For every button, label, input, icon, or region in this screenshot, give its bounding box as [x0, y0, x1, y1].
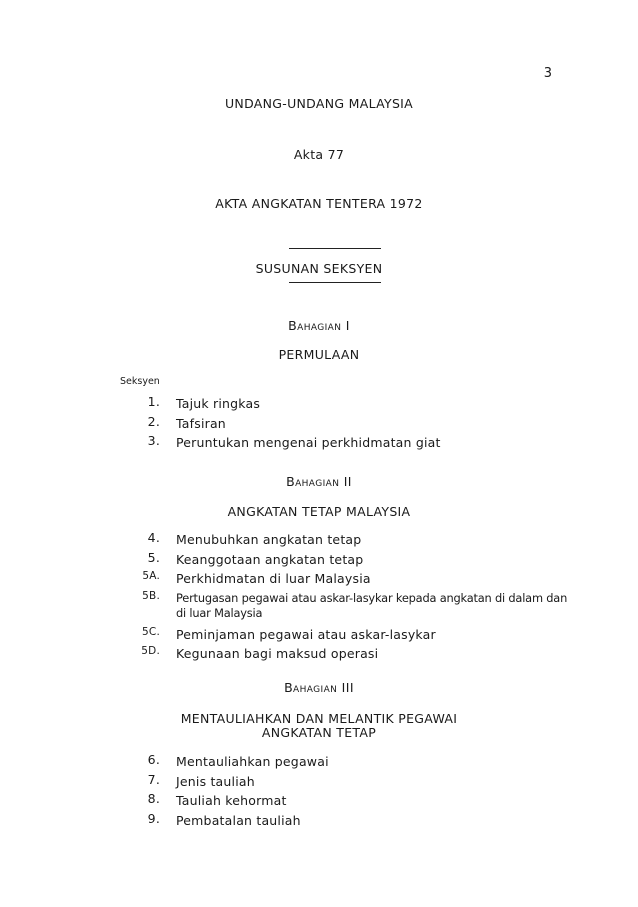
- section-number: 6.: [147, 752, 160, 767]
- list-item: [0, 791, 638, 811]
- list-item: [0, 625, 638, 645]
- list-item: [0, 530, 638, 550]
- section-title: Pertugasan pegawai atau askar-lasykar kepada angkatan di dalam dan di luar Malaysia: [176, 590, 568, 620]
- list-item: [0, 433, 638, 453]
- part-3-title-line-1: MENTAULIAHKAN DAN MELANTIK PEGAWAI: [180, 711, 458, 726]
- section-number: 5D.: [141, 645, 160, 657]
- act-number: Akta 77: [293, 147, 345, 162]
- section-number: 5C.: [142, 625, 160, 638]
- arrangement-heading: SUSUNAN SEKSYEN: [255, 261, 383, 276]
- section-title: Peminjaman pegawai atau askar-lasykar: [176, 626, 436, 642]
- part-3-title-line-2: ANGKATAN TETAP: [261, 725, 377, 740]
- part-1-title: PERMULAAN: [278, 347, 360, 362]
- part-1-section-list: [0, 394, 638, 453]
- section-number: 9.: [147, 810, 160, 826]
- section-title: Pembatalan tauliah: [176, 812, 301, 828]
- section-number: 7.: [147, 771, 160, 787]
- bottom-rule: [289, 282, 381, 283]
- page-number: 3: [543, 66, 552, 81]
- law-title: UNDANG-UNDANG MALAYSIA: [224, 96, 414, 111]
- section-number: 3.: [147, 433, 160, 448]
- section-number: 5.: [147, 549, 160, 565]
- list-item: [0, 589, 638, 625]
- list-item: [0, 644, 638, 664]
- section-number: 5B.: [142, 589, 160, 602]
- section-title: Perkhidmatan di luar Malaysia: [176, 571, 371, 586]
- part-3-label: Bahagian III: [284, 680, 354, 695]
- list-item: [0, 394, 638, 414]
- list-item: [0, 569, 638, 589]
- part-2-label: Bahagian II: [286, 474, 352, 489]
- section-number: 8.: [147, 791, 160, 806]
- part-1-label: Bahagian I: [288, 318, 350, 333]
- section-number: 2.: [147, 413, 160, 429]
- section-title: Keanggotaan angkatan tetap: [176, 551, 364, 567]
- list-item: [0, 752, 638, 772]
- part-2-section-list: [0, 530, 638, 664]
- section-title: Tajuk ringkas: [176, 396, 261, 411]
- seksyen-label: Seksyen: [120, 376, 160, 387]
- section-title: Peruntukan mengenai perkhidmatan giat: [176, 435, 441, 450]
- list-item: [0, 772, 638, 792]
- part-2-title: ANGKATAN TETAP MALAYSIA: [227, 504, 411, 519]
- section-title: Menubuhkan angkatan tetap: [176, 532, 362, 547]
- top-rule: [289, 248, 381, 249]
- section-number: 5A.: [142, 570, 160, 582]
- section-title: Kegunaan bagi maksud operasi: [176, 646, 379, 661]
- part-3-section-list: [0, 752, 638, 830]
- list-item: [0, 414, 638, 434]
- list-item: [0, 550, 638, 570]
- section-title: Jenis tauliah: [176, 773, 255, 789]
- section-title: Tafsiran: [176, 415, 226, 431]
- section-number: 4.: [147, 530, 160, 545]
- section-number: 1.: [147, 394, 160, 409]
- act-name: AKTA ANGKATAN TENTERA 1972: [215, 196, 423, 211]
- list-item: [0, 811, 638, 831]
- section-title: Tauliah kehormat: [176, 793, 287, 808]
- section-title: Mentauliahkan pegawai: [176, 754, 329, 769]
